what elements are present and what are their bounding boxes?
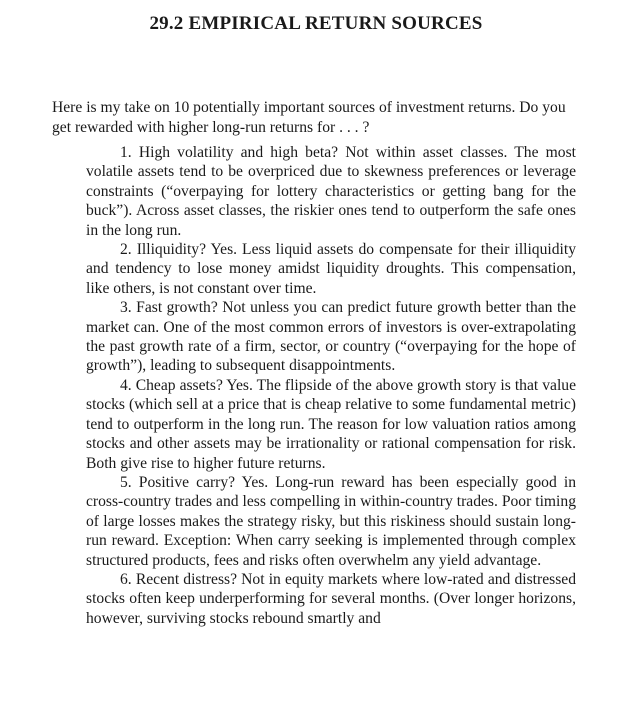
list-item: 5. Positive carry? Yes. Long-run reward has been especially good in cross-country trades and less compelling in within-country trades. Poor timing of large losses makes the strategy risky, but this riskiness should sustain long-run reward. Exception: When carry seeking is implemented through complex structured products, fees and risks often overwhelm any yield advantage. (86, 473, 576, 569)
return-sources-list (86, 143, 576, 628)
section-heading: 29.2 EMPIRICAL RETURN SOURCES (149, 13, 483, 34)
list-item: 3. Fast growth? Not unless you can predict future growth better than the market can. One of the most common errors of investors is over-extrapolating the past growth rate of a firm, sector, or country (“overpaying for the hope of growth”), leading to subsequent disappointments. (86, 299, 576, 375)
list-item: 4. Cheap assets? Yes. The flipside of the above growth story is that value stocks (which sell at a price that is cheap relative to some fundamental metric) tend to outperform in the long run. The reason for low valuation ratios among stocks and other assets may be irrationality or rational compensation for risk. Both give rise to higher future returns. (86, 376, 576, 472)
list-item: 6. Recent distress? Not in equity markets where low-rated and distressed stocks often keep underperforming for several months. (Over longer horizons, however, surviving stocks rebound smartly and (86, 570, 576, 627)
list-item: 2. Illiquidity? Yes. Less liquid assets do compensate for their illiquidity and tendency to lose money amidst liquidity droughts. This compensation, like others, is not constant over time. (86, 241, 576, 297)
intro-paragraph: Here is my take on 10 potentially important sources of investment returns. Do you get rewarded with higher long-run returns for . . . ? (52, 99, 566, 137)
list-item: 1. High volatility and high beta? Not within asset classes. The most volatile assets tend to be overpriced due to skewness preferences or leverage constraints (“overpaying for lottery characteristics or getting bang for the buck”). Across asset classes, the riskier ones tend to outperform the safe ones in the long run. (86, 144, 576, 239)
